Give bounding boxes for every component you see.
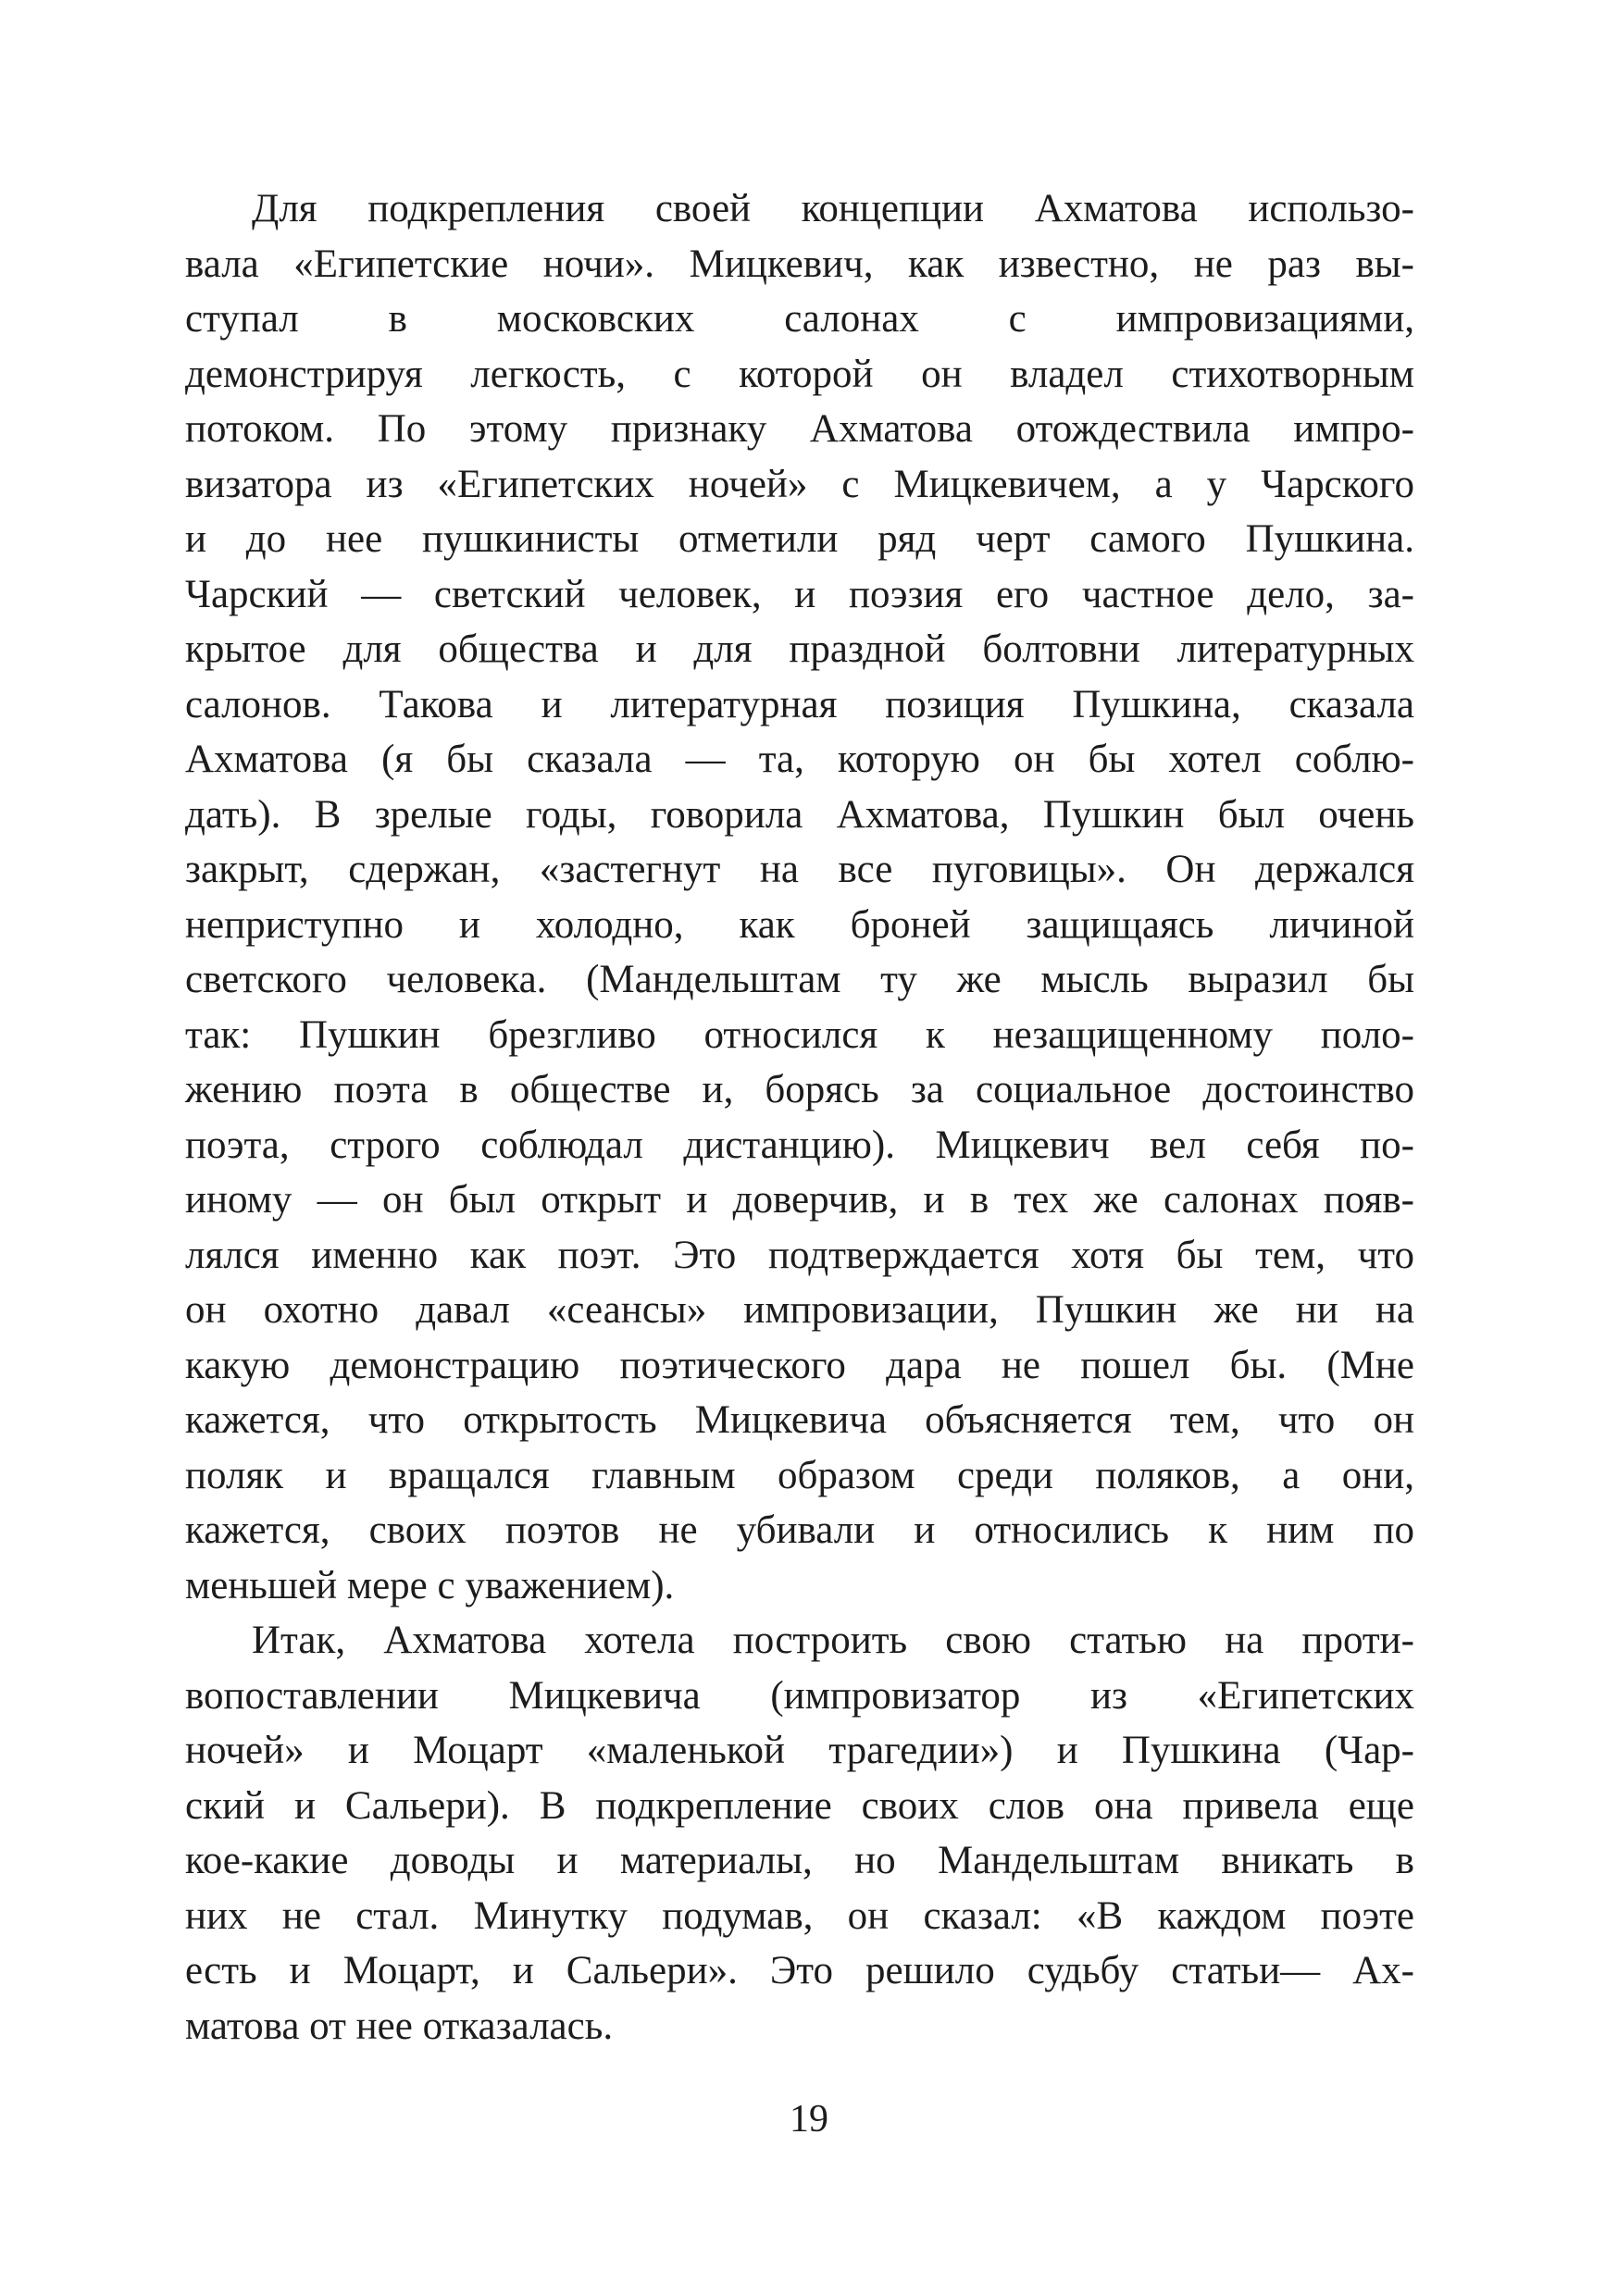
text-line: Чарский — светский человек, и поэзия его частное дело, за- xyxy=(185,572,1414,616)
text-line: есть и Моцарт, и Сальери». Это решило судьбу статьи— Ах- xyxy=(185,1949,1414,1992)
text-line: Итак, Ахматова хотела построить свою статью на проти- xyxy=(252,1619,1414,1662)
text-line: дать). В зрелые годы, говорила Ахматова, Пушкин был очень xyxy=(185,792,1414,837)
text-line: поляк и вращался главным образом среди поляков, а они, xyxy=(185,1453,1414,1497)
text-line: ночей» и Моцарт «маленькой трагедии») и Пушкина (Чар- xyxy=(185,1729,1414,1772)
text-line: крытое для общества и для праздной болтовни литературных xyxy=(185,627,1414,671)
body-text xyxy=(185,181,1414,2054)
text-line: Ахматова (я бы сказала — та, которую он бы хотел соблю- xyxy=(185,738,1414,781)
text-line: матова от нее отказалась. xyxy=(185,2004,614,2048)
text-line: визатора из «Египетских ночей» с Мицкевичем, а у Чарского xyxy=(185,462,1414,506)
text-line: салонов. Такова и литературная позиция Пушкина, сказала xyxy=(185,682,1414,726)
text-line: неприступно и холодно, как броней защищаясь личиной xyxy=(185,902,1414,947)
text-line: закрыт, сдержан, «застегнут на все пуговицы». Он держался xyxy=(185,848,1414,891)
text-line: вопоставлении Мицкевича (импровизатор из «Египетских xyxy=(185,1673,1414,1718)
text-line: потоком. По этому признаку Ахматова отождествила импро- xyxy=(185,407,1414,451)
text-line: ский и Сальери). В подкрепление своих слов она привела еще xyxy=(185,1783,1414,1828)
text-line: них не стал. Минутку подумав, он сказал: «В каждом поэте xyxy=(185,1893,1414,1938)
text-line: кое-какие доводы и материалы, но Мандельштам вникать в xyxy=(185,1839,1414,1882)
text-line: демонстрируя легкость, с которой он владел стихотворным xyxy=(185,352,1414,396)
text-line: он охотно давал «сеансы» импровизации, Пушкин же ни на xyxy=(185,1288,1414,1332)
text-line: светского человека. (Мандельштам ту же мысль выразил бы xyxy=(185,958,1414,1001)
text-line: и до нее пушкинисты отметили ряд черт самого Пушкина. xyxy=(185,517,1414,561)
text-line: ступал в московских салонах с импровизациями, xyxy=(185,297,1414,341)
text-line: иному — он был открыт и доверчив, и в тех же салонах появ- xyxy=(185,1178,1414,1222)
text-line: поэта, строго соблюдал дистанцию). Мицкевич вел себя по- xyxy=(185,1123,1414,1167)
text-line: так: Пушкин брезгливо относился к незащищенному поло- xyxy=(185,1012,1414,1057)
page-number: 19 xyxy=(790,2098,828,2141)
text-line: вала «Египетские ночи». Мицкевич, как известно, не раз вы- xyxy=(185,242,1414,286)
text-line: Для подкрепления своей концепции Ахматова использо- xyxy=(252,187,1414,230)
text-line: кажется, своих поэтов не убивали и относились к ним по xyxy=(185,1508,1414,1552)
text-line: какую демонстрацию поэтического дара не пошел бы. (Мне xyxy=(185,1343,1414,1387)
text-line: жению поэта в обществе и, борясь за социальное достоинство xyxy=(185,1068,1414,1111)
text-line: лялся именно как поэт. Это подтверждается хотя бы тем, что xyxy=(185,1233,1414,1277)
text-line: меньшей мере с уважением). xyxy=(185,1563,675,1607)
text-line: кажется, что открытость Мицкевича объясняется тем, что он xyxy=(185,1398,1414,1442)
